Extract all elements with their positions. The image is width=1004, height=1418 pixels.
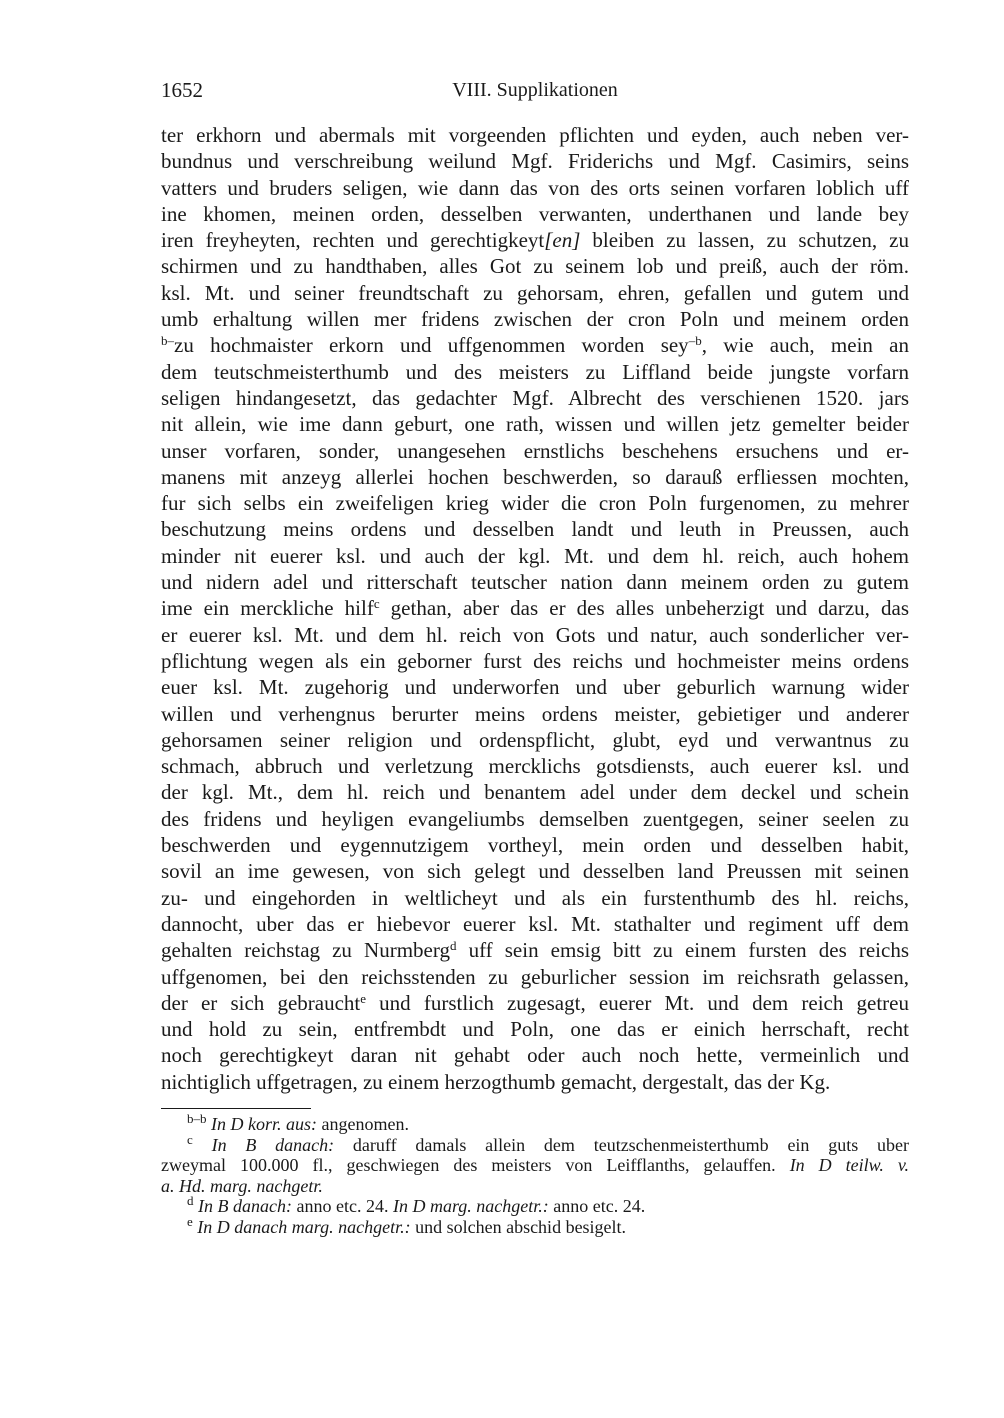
text-line: [161, 332, 909, 358]
text-segment: beschwerden und eygennutzigem vortheyl, mein orden und desselben habit,: [161, 833, 909, 858]
text-segment: minder nit euerer ksl. und auch der kgl. Mt. und dem hl. reich, auch hohem: [161, 543, 909, 568]
text-line: [161, 648, 909, 674]
text-segment: umb erhaltung willen mer fridens zwischen der cron Poln und meinem orden: [161, 307, 909, 332]
text-line: [161, 622, 909, 648]
footnote-label: In D korr. aus:: [211, 1114, 317, 1134]
footnote-reference: d: [449, 938, 457, 954]
page-header: [161, 78, 909, 108]
footnote-reference: e: [360, 990, 367, 1006]
text-line: [161, 595, 909, 621]
text-segment: manens mit anzeyg allerlei hochen beschwerden, so darauß erfliessen mochten,: [161, 464, 909, 489]
text-line: [161, 806, 909, 832]
text-segment: vatters und bruders seligen, wie dann das von des orts seinen vorfaren loblich uff: [161, 175, 909, 200]
text-line: [161, 201, 909, 227]
text-segment: willen und verhengnus berurter meins ordens meister, gebietiger und anderer: [161, 701, 909, 726]
footnote-label: In D marg. nachgetr.:: [392, 1196, 549, 1216]
footnote-mark: d: [187, 1193, 194, 1208]
text-segment: nichtiglich uffgetragen, zu einem herzogthumb gemacht, dergestalt, das der Kg.: [161, 1069, 831, 1094]
text-segment: und furstlich zugesagt, euerer Mt. und dem reich getreu: [366, 990, 909, 1015]
footnote-label: In B danach:: [211, 1134, 335, 1155]
text-segment: zu- und eingehorden in weltlicheyt und als ein furstenthumb des hl. reichs,: [161, 885, 909, 910]
footnote-bb: [161, 1111, 909, 1135]
text-segment: der kgl. Mt., dem hl. reich und benantem adel under dem deckel und schein: [161, 780, 909, 805]
text-line: [161, 490, 909, 516]
text-line: [161, 779, 909, 805]
text-segment: gehalten reichstag zu Nurmberg: [161, 938, 450, 963]
text-segment: nit allein, wie ime dann geburt, one rath, wissen und willen jetz gemelter beider: [161, 412, 909, 437]
text-line: [161, 832, 909, 858]
text-segment: , wie auch, mein an: [701, 333, 909, 358]
text-segment: gethan, aber das er des alles unbeherzigt und darzu, das: [379, 596, 909, 621]
footnote-text: angenomen.: [317, 1114, 409, 1134]
footnote-mark: b–b: [187, 1111, 207, 1126]
text-segment: ksl. Mt. und seiner freundtschaft zu gehorsam, ehren, gefallen und gutem und: [161, 280, 909, 305]
text-segment: er euerer ksl. Mt. und dem hl. reich von Gots und natur, auch sonderlicher ver-: [161, 622, 909, 647]
text-segment: des fridens und heyligen evangeliumbs demselben zuentgegen, seiner seelen zu: [161, 806, 909, 831]
text-line: [161, 148, 909, 174]
text-line: [161, 359, 909, 385]
text-line: [161, 438, 909, 464]
text-segment: schirmen und zu handthaben, alles Got zu seinem lob und preiß, auch der röm.: [161, 254, 909, 279]
main-text: [161, 122, 909, 1095]
text-segment: sovil an ime gewesen, von sich gelegt und desselben land Preussen mit seinen: [161, 859, 909, 884]
footnote-mark: e: [187, 1213, 193, 1229]
text-segment: bleiben zu lassen, zu schutzen, zu: [580, 228, 909, 253]
text-line: [161, 227, 909, 253]
text-segment: noch gerechtigkeyt daran nit gehabt oder auch noch hette, vermeinlich und: [161, 1043, 909, 1068]
text-line: [161, 937, 909, 963]
text-segment: iren freyheyten, rechten und gerechtigkeyt: [161, 228, 545, 253]
text-line: [161, 464, 909, 490]
text-line: [161, 516, 909, 542]
text-segment: ine khomen, meinen orden, desselben verwanten, underthanen und lande bey: [161, 201, 909, 226]
text-segment: bundnus und verschreibung weilund Mgf. Friderichs und Mgf. Casimirs, seins: [161, 149, 909, 174]
text-line: [161, 253, 909, 279]
footnote-text: anno etc. 24.: [548, 1196, 646, 1216]
text-segment: euer ksl. Mt. zugehorig und underworfen und uber geburlich warnung wider: [161, 675, 909, 700]
text-segment: gehorsamen seiner religion und ordenspflicht, glubt, eyd und verwantnus zu: [161, 727, 909, 752]
footnote-mark: c: [187, 1131, 193, 1147]
text-segment: pflichtung wegen als ein geborner furst des reichs und hochmeister meins ordens: [161, 648, 909, 673]
text-line: [161, 885, 909, 911]
text-line: [161, 569, 909, 595]
footnote-text: daruff damals allein dem teutzschenmeisterthumb ein guts uber: [334, 1134, 909, 1155]
text-segment: zu hochmaister erkorn und uffgenommen worden sey: [174, 333, 689, 358]
footnote-label: In D danach marg. nachgetr.:: [197, 1216, 411, 1237]
footnote-label: In B danach:: [198, 1196, 292, 1216]
footnote-c: [161, 1131, 909, 1197]
text-line: [161, 306, 909, 332]
text-segment: unser vorfaren, sonder, unangesehen ernstlichs beschehens ersuchens und er-: [161, 438, 909, 463]
text-line: [161, 175, 909, 201]
footnote-reference: b–: [161, 333, 174, 349]
text-segment: dem teutschmeisterthumb und des meisters zu Liffland beide jungste vorfarn: [161, 359, 909, 384]
text-line: [161, 1016, 909, 1042]
footnote-label: a. Hd. marg. nachgetr.: [161, 1175, 323, 1196]
footnote-e: [161, 1213, 909, 1238]
page-number: 1652: [161, 78, 203, 102]
footnote-reference: c: [373, 596, 380, 612]
text-line: [161, 753, 909, 779]
text-segment: seligen hindangesetzt, das gedachter Mgf. Albrecht des verschienen 1520. jars: [161, 385, 909, 410]
footnotes: [161, 1111, 909, 1237]
text-line: [161, 990, 909, 1016]
footnote-reference: –b: [688, 333, 702, 349]
text-segment: ter erkhorn und abermals mit vorgeenden pflichten und eyden, auch neben ver-: [161, 123, 909, 147]
text-line: [161, 911, 909, 937]
text-line: [161, 674, 909, 700]
text-line: [161, 858, 909, 884]
text-line: [161, 701, 909, 727]
footnote-text: anno etc. 24.: [291, 1196, 393, 1216]
text-line: [161, 280, 909, 306]
footnote-text: und solchen abschid besigelt.: [410, 1216, 627, 1237]
text-segment: und nidern adel und ritterschaft teutscher nation dann meinem orden zu gutem: [161, 570, 909, 595]
text-line: [161, 964, 909, 990]
footnote-d: [161, 1193, 909, 1217]
text-line: [161, 1069, 909, 1095]
running-title: VIII. Supplikationen: [452, 79, 618, 101]
text-line: [161, 727, 909, 753]
text-segment: fur sich selbs ein zweifeligen krieg wider die cron Poln furgenomen, zu mehrer: [161, 491, 909, 516]
text-line: [161, 543, 909, 569]
text-segment: ime ein merckliche hilf: [161, 596, 374, 621]
text-segment: dannocht, uber das er hiebevor euerer ksl. Mt. stathalter und regiment uff dem: [161, 911, 909, 936]
footnote-label: In D teilw. v.: [789, 1155, 909, 1175]
text-segment: und hold zu sein, entfrembdt und Poln, one das er einich herrschaft, recht: [161, 1017, 909, 1042]
text-line: [161, 411, 909, 437]
text-segment: beschutzung meins ordens und desselben landt und leuth in Preussen, auch: [161, 517, 909, 542]
text-segment: schmach, abbruch und verletzung mercklichs gotsdiensts, auch euerer ksl. und: [161, 754, 909, 779]
text-line: [161, 385, 909, 411]
editorial-insertion: [en]: [544, 228, 581, 253]
text-segment: uffgenomen, bei den reichsstenden zu geburlicher session im reichsrath gelassen,: [161, 964, 909, 989]
text-segment: uff sein emsig bitt zu einem fursten des reichs: [456, 938, 909, 963]
text-line: [161, 122, 909, 148]
text-segment: der er sich gebraucht: [161, 990, 361, 1015]
footnote-rule: [161, 1108, 311, 1109]
text-line: [161, 1042, 909, 1068]
footnote-text: zweymal 100.000 fl., geschwiegen des meisters von Leifflanths, gelauffen.: [161, 1155, 790, 1175]
